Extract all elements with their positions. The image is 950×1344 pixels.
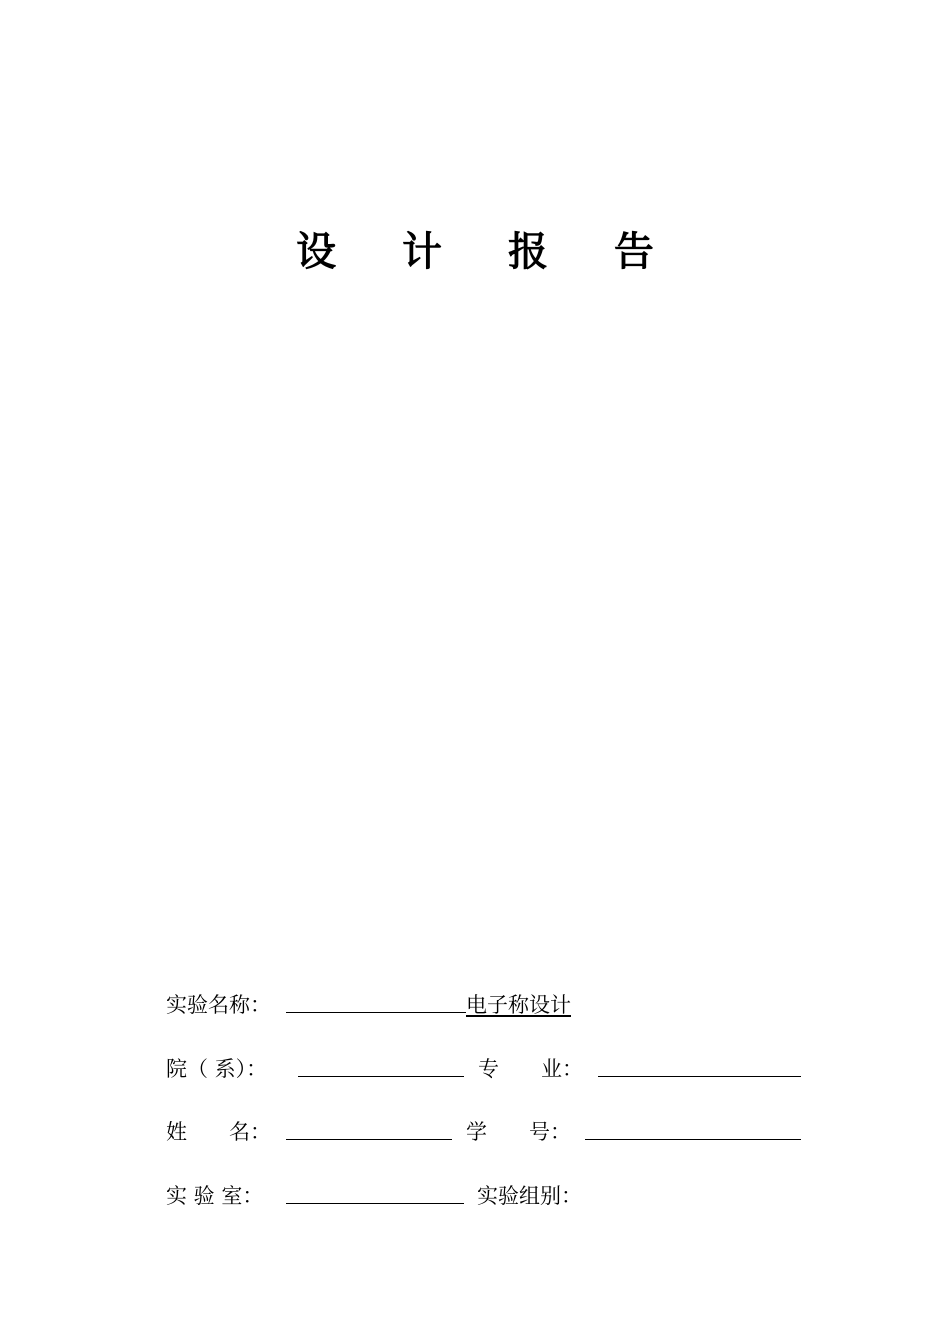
department-label: 院（ 系）： [166, 1057, 268, 1081]
student-id-label: 学 号： [466, 1120, 571, 1144]
report-title: 设 计 报 告 [296, 229, 680, 275]
name-field[interactable] [286, 1139, 452, 1140]
experiment-name-underline [286, 1012, 466, 1013]
lab-group-row [166, 1181, 806, 1211]
lab-field[interactable] [286, 1203, 464, 1204]
group-label: 实验组别： [477, 1184, 582, 1208]
experiment-name-label: 实验名称： [166, 993, 271, 1017]
student-id-field[interactable] [585, 1139, 801, 1140]
name-label: 姓 名： [166, 1120, 271, 1144]
major-label: 专 业： [478, 1057, 583, 1081]
department-field[interactable] [298, 1076, 464, 1077]
experiment-name-row [166, 990, 666, 1020]
major-field[interactable] [598, 1076, 801, 1077]
lab-label: 实 验 室： [166, 1184, 264, 1208]
department-major-row [166, 1054, 806, 1084]
name-id-row [166, 1117, 806, 1147]
experiment-name-value[interactable]: 电子称设计 [466, 993, 571, 1017]
